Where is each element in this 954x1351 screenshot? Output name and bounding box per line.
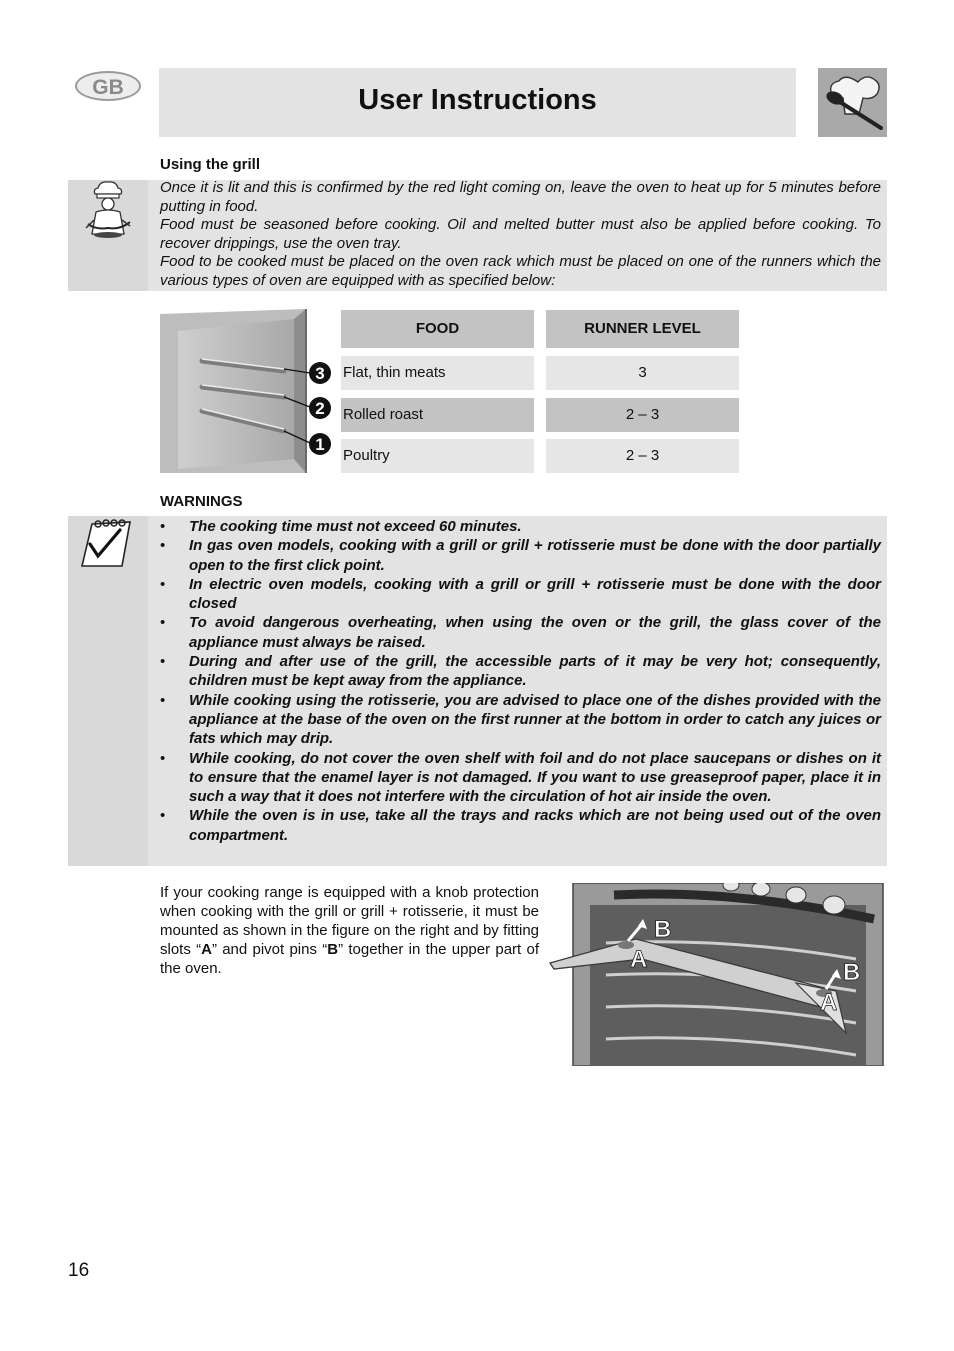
warnings-list — [160, 517, 881, 845]
warning-item: • While cooking using the rotisserie, you are advised to place one of the dishes provided with the appliance at the base of the oven on the first runner at the bottom in order to catch any juices or fats which may drip. — [160, 691, 881, 749]
warning-item: • While the oven is in use, take all the trays and racks which are not being used out of the oven compartment. — [160, 806, 881, 845]
knob-protection-figure — [546, 883, 884, 1066]
grill-intro-text — [160, 179, 881, 290]
pin-label-b: B — [327, 941, 339, 958]
table-header-food: FOOD — [341, 310, 534, 348]
runner-number-3: 3 — [315, 364, 325, 383]
page-title: User Instructions — [358, 84, 597, 116]
grill-heading: Using the grill — [160, 156, 261, 173]
knob-protection-text — [160, 883, 539, 978]
warnings-side-box — [68, 516, 148, 866]
oven-runner-figure — [160, 309, 338, 473]
table-cell-food: Rolled roast — [341, 398, 534, 432]
table-cell-food: Flat, thin meats — [341, 356, 534, 390]
grill-side-box — [68, 180, 148, 291]
warning-item: • While cooking, do not cover the oven shelf with foil and do not place saucepans or dishes on it to ensure that the enamel layer is not damaged. If you want to use greaseproof paper, place it in such a way that it does not interfere with the circulation of hot air inside the oven. — [160, 749, 881, 807]
warning-item: • During and after use of the grill, the accessible parts of it may be very hot; consequently, children must be kept away from the appliance. — [160, 652, 881, 691]
page-number: 16 — [68, 1260, 90, 1281]
gb-language-badge: GB — [75, 71, 141, 101]
figure-label-a1: A — [630, 946, 648, 973]
table-header-runner-level: RUNNER LEVEL — [546, 310, 739, 348]
knob-text-part-2: ” and pivot pins “ — [211, 941, 328, 958]
table-cell-food: Poultry — [341, 439, 534, 473]
runner-number-2: 2 — [315, 399, 325, 418]
warning-item: • The cooking time must not exceed 60 minutes. — [160, 517, 881, 536]
grill-paragraph-2: Food must be seasoned before cooking. Oil and melted butter must also be applied before cooking. To recover drippings, use the oven tray. — [160, 216, 881, 252]
knob-text-part-1: If your cooking range is equipped with a knob protection when cooking with the grill or grill + rotisserie, it must be mounted as shown in the figure on the right and by fitting slots “ — [160, 884, 539, 958]
notepad-check-icon — [78, 516, 136, 575]
cook-icon — [80, 180, 136, 249]
warning-item: • To avoid dangerous overheating, when using the oven or the grill, the glass cover of the appliance must always be raised. — [160, 613, 881, 652]
runner-number-1: 1 — [315, 435, 325, 454]
knob-text-part-3: ” together in the upper part of the oven. — [160, 941, 539, 977]
grill-paragraph-3: Food to be cooked must be placed on the oven rack which must be placed on one of the runners which the various types of oven are equipped with as specified below: — [160, 253, 881, 289]
warning-item: • In gas oven models, cooking with a grill or grill + rotisserie must be done with the door partially open to the first click point. — [160, 536, 881, 575]
slot-label-a: A — [201, 941, 212, 958]
warnings-heading: WARNINGS — [160, 493, 243, 510]
grill-paragraph-1: Once it is lit and this is confirmed by the red light coming on, leave the oven to heat up for 5 minutes before putting in food. — [160, 179, 881, 215]
figure-label-b2: B — [843, 959, 861, 986]
table-cell-level: 3 — [546, 356, 739, 390]
table-cell-level: 2 – 3 — [546, 398, 739, 432]
figure-label-a2: A — [820, 989, 838, 1016]
figure-label-b1: B — [654, 916, 672, 943]
chef-spoon-icon — [818, 68, 887, 137]
table-cell-level: 2 – 3 — [546, 439, 739, 473]
warning-item: • In electric oven models, cooking with a grill or grill + rotisserie must be done with the door closed — [160, 575, 881, 614]
